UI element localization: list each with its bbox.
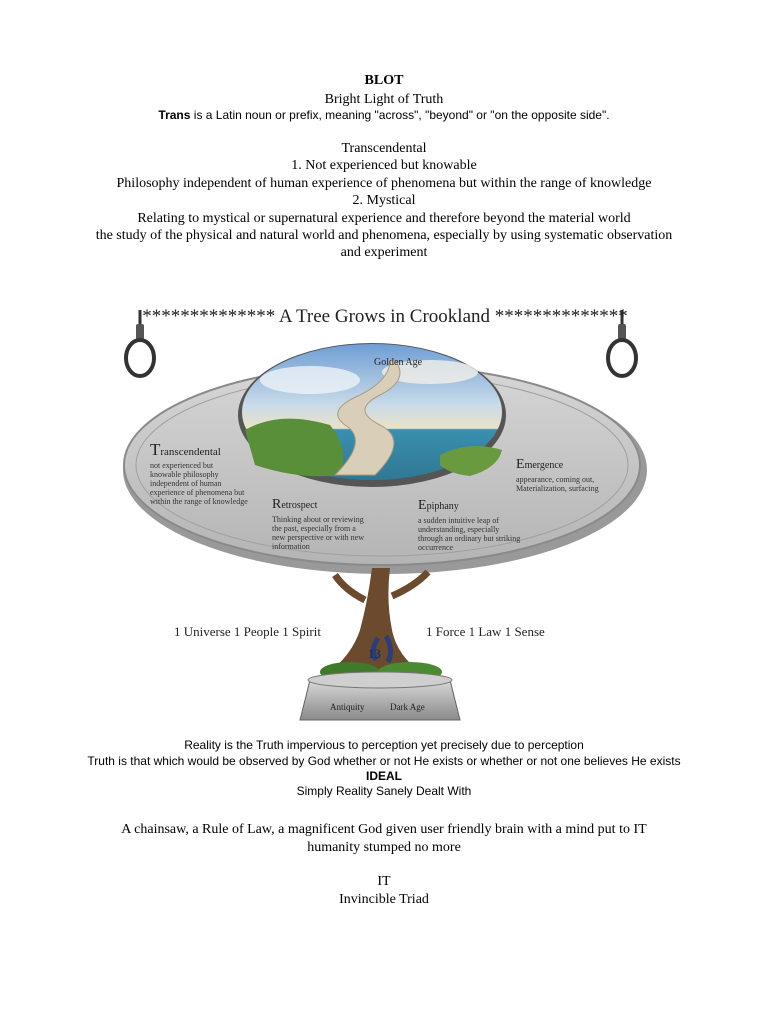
retrospect-heading — [272, 497, 317, 513]
retrospect-rest: etrospect — [281, 500, 318, 511]
definition-3-text-line1: the study of the physical and natural world and phenomena, especially by using systematic observation — [95, 228, 673, 243]
golden-age-label: Golden Age — [374, 357, 423, 368]
dark-age-label: Dark Age — [390, 702, 425, 712]
epiphany-heading — [418, 498, 459, 514]
definition-3-text-line2: and experiment — [340, 245, 428, 260]
transcendental-rest: ranscendental — [160, 446, 221, 458]
definition-1-text: Philosophy independent of human experience of phenomena but within the range of knowledge — [116, 176, 652, 191]
document-title: BLOT — [364, 73, 404, 88]
antiquity-label: Antiquity — [330, 702, 365, 712]
epiphany-initial: E — [418, 498, 427, 513]
definition-2-text: Relating to mystical or supernatural experience and therefore beyond the material world — [137, 211, 631, 226]
trunk-label: 13 — [368, 646, 381, 661]
emergence-desc: appearance, coming out, Materialization, surfacing — [516, 475, 599, 493]
definition-1-title: 1. Not experienced but knowable — [291, 158, 477, 173]
statement-1: Reality is the Truth impervious to perception yet precisely due to perception — [184, 738, 584, 752]
trans-definition — [0, 108, 768, 122]
transcendental-heading — [150, 440, 221, 460]
statement-4: Simply Reality Sanely Dealt With — [296, 784, 472, 798]
emergence-initial: E — [516, 457, 525, 472]
transcendental-desc: not experienced but knowable philosophy independent of human experience of phenomena but within the range of knowledge — [150, 461, 248, 506]
emergence-heading — [516, 457, 563, 473]
retrospect-initial: R — [272, 497, 282, 512]
emergence-rest: mergence — [524, 460, 564, 471]
epiphany-rest: piphany — [426, 501, 459, 512]
epiphany-desc: a sudden intuitive leap of understanding, especially through an ordinary but striking occurrence — [418, 516, 521, 552]
definitions-heading: Transcendental — [341, 141, 427, 156]
closing-line-1: A chainsaw, a Rule of Law, a magnificent God given user friendly brain with a mind put to IT — [121, 822, 647, 837]
retrospect-desc: Thinking about or reviewing the past, especially from a new perspective or with new information — [272, 515, 364, 551]
closing-line-3: IT — [377, 874, 391, 889]
trans-word: Trans — [158, 108, 191, 122]
tree-diagram — [110, 300, 660, 730]
right-caption: 1 Force 1 Law 1 Sense — [426, 624, 545, 639]
trans-definition-text: is a Latin noun or prefix, meaning "across", "beyond" or "on the opposite side". — [190, 108, 610, 122]
definition-2-title: 2. Mystical — [352, 193, 416, 208]
left-caption: 1 Universe 1 People 1 Spirit — [174, 624, 321, 639]
transcendental-initial: T — [150, 440, 161, 459]
closing-line-2: humanity stumped no more — [307, 840, 461, 855]
diagram-title: ************** A Tree Grows in Crookland ************** — [142, 306, 628, 327]
statement-3: IDEAL — [366, 769, 402, 783]
document-subtitle: Bright Light of Truth — [324, 92, 444, 107]
statement-2: Truth is that which would be observed by God whether or not He exists or whether or not one believes He exists — [87, 754, 681, 768]
closing-line-4: Invincible Triad — [339, 892, 429, 907]
